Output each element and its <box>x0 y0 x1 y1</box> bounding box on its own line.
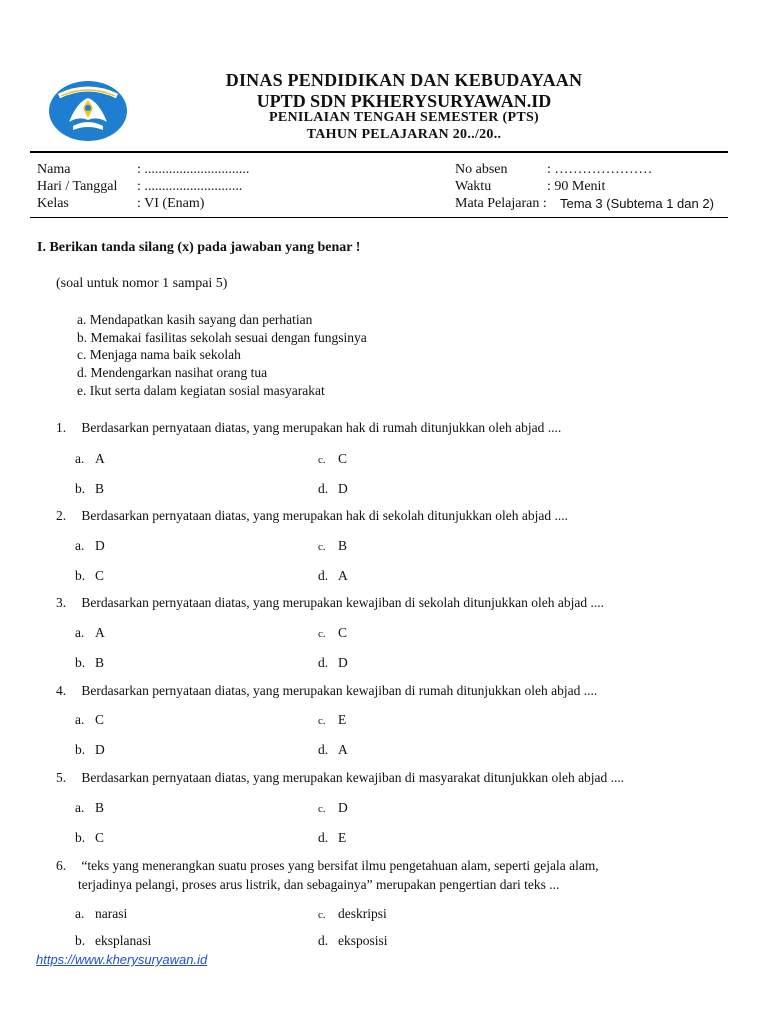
q5-option-a[interactable]: a. B <box>75 800 105 815</box>
question-6-continued: terjadinya pelangi, proses arus listrik, dan sebagainya” merupakan pengertian dari teks ... <box>78 877 560 892</box>
q2-option-b[interactable]: b. C <box>75 568 105 583</box>
question-1 <box>56 420 561 436</box>
q2-option-a[interactable]: a. D <box>75 538 105 553</box>
question-text: Berdasarkan pernyataan diatas, yang merupakan kewajiban di sekolah ditunjukkan oleh abjad .... <box>81 595 604 610</box>
section-note: (soal untuk nomor 1 sampai 5) <box>56 276 228 291</box>
info-divider <box>30 217 728 218</box>
question-text: Berdasarkan pernyataan diatas, yang merupakan kewajiban di rumah ditunjukkan oleh abjad .... <box>81 683 598 698</box>
statement-e: e. Ikut serta dalam kegiatan sosial masyarakat <box>77 383 325 398</box>
question-6 <box>56 858 599 874</box>
q3-option-c[interactable]: c. C <box>318 625 348 640</box>
statement-b: b. Memakai fasilitas sekolah sesuai dengan fungsinya <box>77 330 367 345</box>
question-text: Berdasarkan pernyataan diatas, yang merupakan hak di rumah ditunjukkan oleh abjad .... <box>81 420 562 435</box>
waktu-label: Waktu <box>455 179 492 194</box>
question-text: Berdasarkan pernyataan diatas, yang merupakan hak di sekolah ditunjukkan oleh abjad .... <box>81 508 568 523</box>
nama-value: : .............................. <box>137 162 250 177</box>
question-text: Berdasarkan pernyataan diatas, yang merupakan kewajiban di masyarakat ditunjukkan oleh abjad .... <box>81 770 625 785</box>
header-school: UPTD SDN PKHERYSURYAWAN.ID <box>256 91 552 111</box>
header-agency: DINAS PENDIDIKAN DAN KEBUDAYAAN <box>225 70 583 90</box>
waktu-value: : 90 Menit <box>547 179 606 194</box>
question-2 <box>56 508 568 524</box>
q6-option-d[interactable]: d. eksposisi <box>318 933 388 948</box>
question-3 <box>56 595 604 611</box>
absen-label: No absen <box>455 162 508 177</box>
section-title: I. Berikan tanda silang (x) pada jawaban yang benar ! <box>37 240 361 255</box>
q1-option-d[interactable]: d. D <box>318 481 348 496</box>
tut-wuri-handayani-logo <box>47 78 129 144</box>
kelas-value: : VI (Enam) <box>137 196 205 211</box>
header-exam: PENILAIAN TENGAH SEMESTER (PTS) <box>268 110 540 125</box>
q5-option-b[interactable]: b. C <box>75 830 105 845</box>
q1-option-a[interactable]: a. A <box>75 451 105 466</box>
q4-option-b[interactable]: b. D <box>75 742 105 757</box>
mapel-value: Tema 3 (Subtema 1 dan 2) <box>560 196 714 211</box>
statement-c: c. Menjaga nama baik sekolah <box>77 347 241 362</box>
q5-option-c[interactable]: c. D <box>318 800 348 815</box>
footer-link[interactable]: https://www.kherysuryawan.id <box>36 952 208 967</box>
q4-option-c[interactable]: c. E <box>318 712 347 727</box>
q3-option-b[interactable]: b. B <box>75 655 105 670</box>
q2-option-c[interactable]: c. B <box>318 538 348 553</box>
question-number: 1. <box>56 420 67 435</box>
kelas-label: Kelas <box>37 196 69 211</box>
q4-option-a[interactable]: a. C <box>75 712 105 727</box>
statement-a: a. Mendapatkan kasih sayang dan perhatian <box>77 312 313 327</box>
question-number: 2. <box>56 508 67 523</box>
nama-label: Nama <box>37 162 71 177</box>
q2-option-d[interactable]: d. A <box>318 568 348 583</box>
hari-label: Hari / Tanggal <box>37 179 118 194</box>
q3-option-d[interactable]: d. D <box>318 655 348 670</box>
question-4 <box>56 683 597 699</box>
q6-option-c[interactable]: c. deskripsi <box>318 906 387 921</box>
question-number: 4. <box>56 683 67 698</box>
q1-option-c[interactable]: c. C <box>318 451 348 466</box>
hari-value: : ............................ <box>137 179 243 194</box>
q3-option-a[interactable]: a. A <box>75 625 105 640</box>
absen-value: : ………………… <box>547 162 653 177</box>
question-number: 3. <box>56 595 67 610</box>
mapel-label: Mata Pelajaran : <box>455 196 547 211</box>
question-text: “teks yang menerangkan suatu proses yang bersifat ilmu pengetahuan alam, seperti gejala alam, <box>81 858 599 873</box>
q5-option-d[interactable]: d. E <box>318 830 347 845</box>
question-5 <box>56 770 624 786</box>
header-divider <box>30 151 728 153</box>
header-year: TAHUN PELAJARAN 20../20.. <box>306 127 502 142</box>
q6-option-a[interactable]: a. narasi <box>75 906 128 921</box>
q1-option-b[interactable]: b. B <box>75 481 105 496</box>
q4-option-d[interactable]: d. A <box>318 742 348 757</box>
question-number: 5. <box>56 770 67 785</box>
statement-d: d. Mendengarkan nasihat orang tua <box>77 365 268 380</box>
q6-option-b[interactable]: b. eksplanasi <box>75 933 152 948</box>
question-number: 6. <box>56 858 67 873</box>
